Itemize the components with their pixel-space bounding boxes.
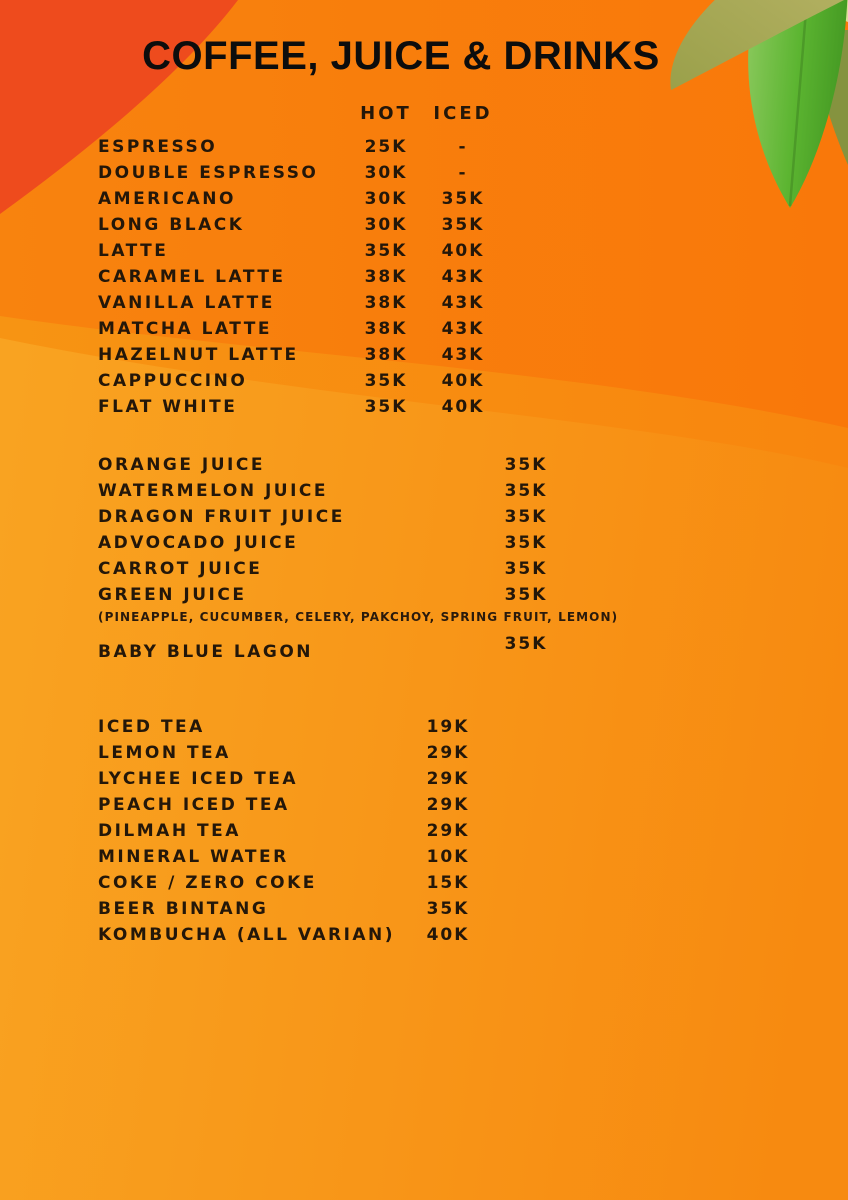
coffee-section: [98, 134, 502, 420]
column-header-hot: HOT: [360, 103, 412, 124]
item-price-hot: 30K: [364, 189, 408, 209]
menu-item-row: [98, 792, 488, 818]
item-name: LEMON TEA: [98, 743, 231, 763]
item-price: 35K: [504, 533, 548, 553]
menu-item-row: [98, 870, 488, 896]
item-price-hot: 38K: [364, 319, 408, 339]
item-price-iced: 35K: [441, 189, 485, 209]
item-price: 19K: [426, 717, 470, 737]
menu-item-row: [98, 316, 502, 342]
item-name: GREEN JUICE: [98, 585, 247, 605]
item-price-iced: 35K: [441, 215, 485, 235]
price-column-headers: [98, 101, 502, 127]
item-name: CARAMEL LATTE: [98, 267, 286, 287]
menu-item-row: [98, 290, 502, 316]
item-price: 10K: [426, 847, 470, 867]
item-name: COKE / ZERO COKE: [98, 873, 317, 893]
menu-item-row: [98, 478, 562, 504]
item-price-iced: -: [458, 137, 468, 157]
menu-item-row: [98, 634, 562, 665]
juice-section: [98, 452, 562, 608]
column-spacer: [98, 101, 348, 127]
menu-item-row: [98, 530, 562, 556]
item-name: KOMBUCHA (ALL VARIAN): [98, 925, 396, 945]
item-price: 40K: [426, 925, 470, 945]
item-price: 15K: [426, 873, 470, 893]
item-name: ADVOCADO JUICE: [98, 533, 299, 553]
item-price: 29K: [426, 795, 470, 815]
item-price-iced: 43K: [441, 293, 485, 313]
menu-item-row: [98, 766, 488, 792]
menu-item-row: [98, 134, 502, 160]
item-price-hot: 38K: [364, 267, 408, 287]
item-price-iced: -: [458, 163, 468, 183]
item-price-iced: 43K: [441, 319, 485, 339]
menu-item-row: [98, 452, 562, 478]
item-price-iced: 43K: [441, 345, 485, 365]
item-price-iced: 43K: [441, 267, 485, 287]
item-price: 35K: [504, 634, 548, 654]
item-price-hot: 38K: [364, 345, 408, 365]
menu-item-row: [98, 922, 488, 948]
menu-item-row: [98, 818, 488, 844]
menu-item-row: [98, 238, 502, 264]
menu-item-row: [98, 394, 502, 420]
menu-item-row: [98, 212, 502, 238]
menu-item-row: [98, 160, 502, 186]
menu-item-row: [98, 264, 502, 290]
item-price: 35K: [504, 559, 548, 579]
item-price-iced: 40K: [441, 371, 485, 391]
menu-item-row: [98, 582, 562, 608]
menu-item-row: [98, 504, 562, 530]
page-title: COFFEE, JUICE & DRINKS: [142, 34, 660, 78]
drinks-section: [98, 714, 488, 948]
item-name: CAPPUCCINO: [98, 371, 248, 391]
item-name: MATCHA LATTE: [98, 319, 272, 339]
item-name: LATTE: [98, 241, 169, 261]
menu-item-row: [98, 368, 502, 394]
item-price: 35K: [504, 455, 548, 475]
item-name: BEER BINTANG: [98, 899, 269, 919]
item-price-hot: 35K: [364, 241, 408, 261]
green-juice-note: (PINEAPPLE, CUCUMBER, CELERY, PAKCHOY, SPRING FRUIT, LEMON): [98, 610, 619, 624]
item-price-iced: 40K: [441, 241, 485, 261]
item-price: 35K: [504, 585, 548, 605]
menu-item-row: [98, 896, 488, 922]
item-name: CARROT JUICE: [98, 559, 263, 579]
menu-item-row: [98, 714, 488, 740]
item-name: LYCHEE ICED TEA: [98, 769, 299, 789]
item-name: DILMAH TEA: [98, 821, 241, 841]
item-price: 35K: [426, 899, 470, 919]
item-name: BABY BLUE LAGON: [98, 642, 314, 662]
item-price-hot: 35K: [364, 397, 408, 417]
item-name: FLAT WHITE: [98, 397, 238, 417]
item-price-iced: 40K: [441, 397, 485, 417]
item-price-hot: 38K: [364, 293, 408, 313]
item-price-hot: 25K: [364, 137, 408, 157]
menu-item-row: [98, 556, 562, 582]
column-header-iced: ICED: [433, 103, 493, 124]
item-name: HAZELNUT LATTE: [98, 345, 299, 365]
menu-item-row: [98, 342, 502, 368]
item-name: ICED TEA: [98, 717, 205, 737]
item-name: ESPRESSO: [98, 137, 218, 157]
item-name: WATERMELON JUICE: [98, 481, 329, 501]
item-price: 35K: [504, 507, 548, 527]
item-name: ORANGE JUICE: [98, 455, 265, 475]
item-name: LONG BLACK: [98, 215, 245, 235]
item-name: VANILLA LATTE: [98, 293, 275, 313]
item-price-hot: 30K: [364, 215, 408, 235]
item-price: 35K: [504, 481, 548, 501]
item-price-hot: 30K: [364, 163, 408, 183]
item-name: AMERICANO: [98, 189, 236, 209]
item-price: 29K: [426, 769, 470, 789]
item-price-hot: 35K: [364, 371, 408, 391]
item-name: DRAGON FRUIT JUICE: [98, 507, 345, 527]
item-name: DOUBLE ESPRESSO: [98, 163, 319, 183]
menu-item-row: [98, 740, 488, 766]
menu-item-row: [98, 186, 502, 212]
item-price: 29K: [426, 743, 470, 763]
item-price: 29K: [426, 821, 470, 841]
item-name: MINERAL WATER: [98, 847, 289, 867]
item-name: PEACH ICED TEA: [98, 795, 290, 815]
menu-item-row: [98, 844, 488, 870]
